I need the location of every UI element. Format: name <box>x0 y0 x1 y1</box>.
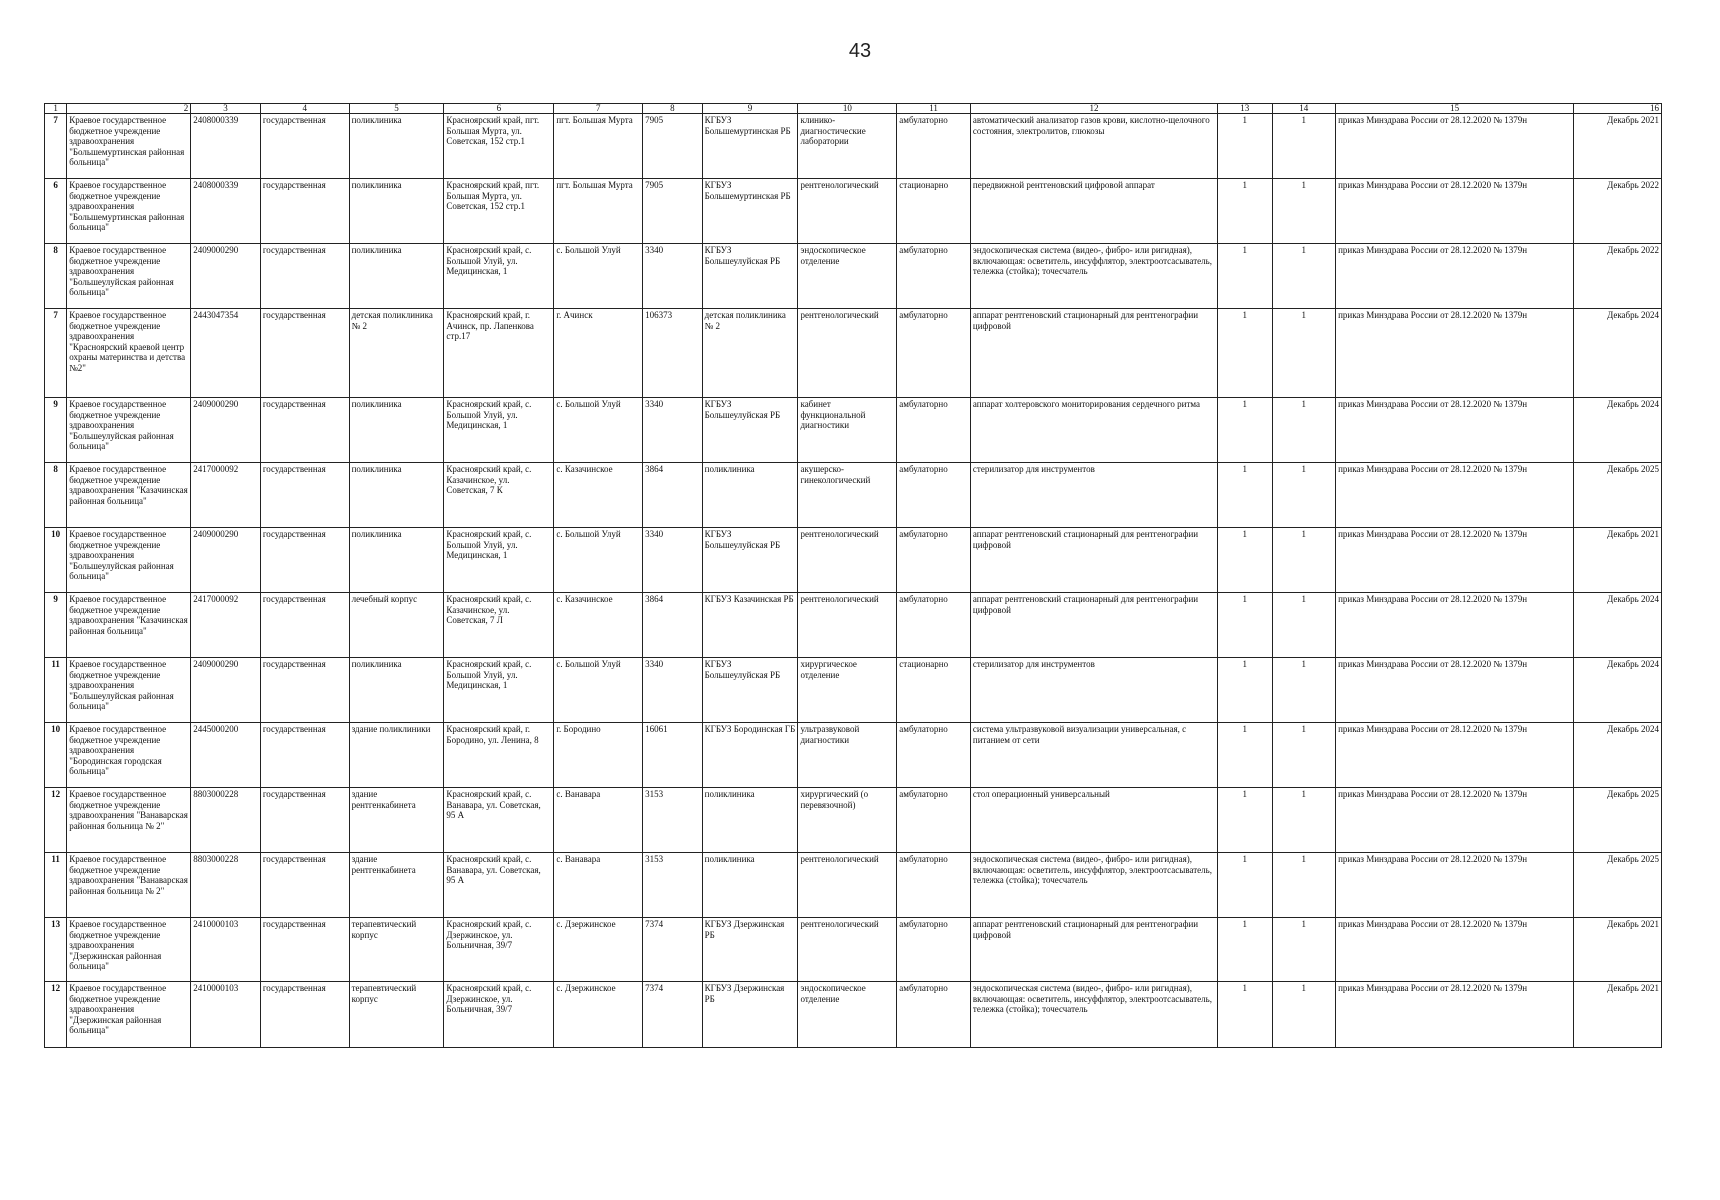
table-cell-col-12: аппарат рентгеновский стационарный для рентгенографии цифровой <box>970 918 1217 982</box>
table-cell-col-7: г. Бородино <box>554 723 643 788</box>
table-cell-col-5: терапевтический корпус <box>349 982 444 1048</box>
table-cell-col-9: КГБУЗ Дзержинская РБ <box>702 918 798 982</box>
table-cell-col-14: 1 <box>1272 658 1336 723</box>
table-cell-col-13: 1 <box>1218 982 1272 1048</box>
table-cell-col-6: Красноярский край, с. Дзержинское, ул. Больничная, 39/7 <box>444 918 554 982</box>
column-number: 16 <box>1574 104 1662 114</box>
table-cell-col-5: поликлиника <box>349 398 444 463</box>
table-cell-col-8: 3153 <box>643 788 703 853</box>
column-number: 8 <box>643 104 703 114</box>
table-row <box>45 918 1662 982</box>
equipment-table <box>44 103 1662 1048</box>
table-cell-col-8: 3340 <box>643 398 703 463</box>
table-cell-col-5: поликлиника <box>349 528 444 593</box>
table-cell-col-5: поликлиника <box>349 179 444 244</box>
table-cell-col-7: с. Дзержинское <box>554 982 643 1048</box>
table-row <box>45 398 1662 463</box>
column-number: 2 <box>67 104 191 114</box>
table-cell-col-1: 6 <box>45 179 67 244</box>
table-cell-col-10: хирургический (о перевязочной) <box>798 788 897 853</box>
table-cell-col-9: КГБУЗ Бородинская ГБ <box>702 723 798 788</box>
table-cell-col-15: приказ Минздрава России от 28.12.2020 № 1379н <box>1336 723 1574 788</box>
table-cell-col-16: Декабрь 2022 <box>1574 179 1662 244</box>
table-cell-col-10: ультразвуковой диагностики <box>798 723 897 788</box>
table-cell-col-6: Красноярский край, с. Большой Улуй, ул. Медицинская, 1 <box>444 244 554 309</box>
table-cell-col-7: с. Большой Улуй <box>554 658 643 723</box>
table-cell-col-16: Декабрь 2021 <box>1574 528 1662 593</box>
table-cell-col-13: 1 <box>1218 463 1272 528</box>
table-cell-col-16: Декабрь 2024 <box>1574 658 1662 723</box>
table-cell-col-13: 1 <box>1218 244 1272 309</box>
table-cell-col-11: стационарно <box>897 179 971 244</box>
table-cell-col-2: Краевое государственное бюджетное учреждение здравоохранения "Бородинская городская больница" <box>67 723 191 788</box>
table-cell-col-16: Декабрь 2025 <box>1574 788 1662 853</box>
table-cell-col-16: Декабрь 2021 <box>1574 918 1662 982</box>
table-cell-col-3: 2417000092 <box>191 593 261 658</box>
table-cell-col-8: 16061 <box>643 723 703 788</box>
table-cell-col-8: 3864 <box>643 593 703 658</box>
table-cell-col-4: государственная <box>260 658 349 723</box>
table-cell-col-2: Краевое государственное бюджетное учреждение здравоохранения "Ванаварская районная больница № 2" <box>67 853 191 918</box>
table-cell-col-15: приказ Минздрава России от 28.12.2020 № 1379н <box>1336 658 1574 723</box>
column-number: 15 <box>1336 104 1574 114</box>
table-cell-col-2: Краевое государственное бюджетное учреждение здравоохранения "Дзержинская районная больница" <box>67 982 191 1048</box>
table-cell-col-8: 3864 <box>643 463 703 528</box>
table-cell-col-12: аппарат рентгеновский стационарный для рентгенографии цифровой <box>970 309 1217 398</box>
table-cell-col-7: г. Ачинск <box>554 309 643 398</box>
table-cell-col-14: 1 <box>1272 179 1336 244</box>
table-cell-col-5: поликлиника <box>349 114 444 179</box>
table-cell-col-12: аппарат рентгеновский стационарный для рентгенографии цифровой <box>970 593 1217 658</box>
table-cell-col-13: 1 <box>1218 918 1272 982</box>
column-number: 7 <box>554 104 643 114</box>
table-cell-col-6: Красноярский край, пгт. Большая Мурта, ул. Советская, 152 стр.1 <box>444 179 554 244</box>
table-cell-col-10: хирургическое отделение <box>798 658 897 723</box>
table-cell-col-14: 1 <box>1272 463 1336 528</box>
table-cell-col-13: 1 <box>1218 398 1272 463</box>
table-cell-col-11: амбулаторно <box>897 463 971 528</box>
table-cell-col-14: 1 <box>1272 853 1336 918</box>
table-cell-col-4: государственная <box>260 244 349 309</box>
table-cell-col-10: рентгенологический <box>798 179 897 244</box>
table-cell-col-2: Краевое государственное бюджетное учреждение здравоохранения "Большеулуйская районная больница" <box>67 398 191 463</box>
column-number: 14 <box>1272 104 1336 114</box>
table-cell-col-11: амбулаторно <box>897 918 971 982</box>
table-cell-col-3: 2409000290 <box>191 528 261 593</box>
table-cell-col-14: 1 <box>1272 918 1336 982</box>
table-cell-col-1: 11 <box>45 853 67 918</box>
table-cell-col-5: здание поликлиники <box>349 723 444 788</box>
table-cell-col-14: 1 <box>1272 788 1336 853</box>
table-row <box>45 658 1662 723</box>
table-cell-col-4: государственная <box>260 918 349 982</box>
table-cell-col-12: аппарат холтеровского мониторирования сердечного ритма <box>970 398 1217 463</box>
table-row <box>45 309 1662 398</box>
table-cell-col-1: 12 <box>45 982 67 1048</box>
table-cell-col-11: амбулаторно <box>897 528 971 593</box>
table-cell-col-7: с. Казачинское <box>554 463 643 528</box>
table-cell-col-7: пгт. Большая Мурта <box>554 179 643 244</box>
table-cell-col-7: с. Казачинское <box>554 593 643 658</box>
table-cell-col-6: Красноярский край, пгт. Большая Мурта, ул. Советская, 152 стр.1 <box>444 114 554 179</box>
table-cell-col-8: 3340 <box>643 528 703 593</box>
table-cell-col-1: 10 <box>45 528 67 593</box>
table-cell-col-9: КГБУЗ Большеулуйская РБ <box>702 658 798 723</box>
table-cell-col-6: Красноярский край, с. Большой Улуй, ул. Медицинская, 1 <box>444 658 554 723</box>
table-cell-col-6: Красноярский край, г. Бородино, ул. Ленина, 8 <box>444 723 554 788</box>
table-cell-col-8: 7905 <box>643 114 703 179</box>
table-cell-col-1: 7 <box>45 114 67 179</box>
table-cell-col-11: амбулаторно <box>897 853 971 918</box>
table-cell-col-7: с. Ванавара <box>554 853 643 918</box>
column-number: 4 <box>260 104 349 114</box>
table-cell-col-1: 13 <box>45 918 67 982</box>
table-cell-col-9: КГБУЗ Большемуртинская РБ <box>702 114 798 179</box>
table-cell-col-8: 7374 <box>643 918 703 982</box>
table-cell-col-13: 1 <box>1218 788 1272 853</box>
table-cell-col-12: передвижной рентгеновский цифровой аппарат <box>970 179 1217 244</box>
table-cell-col-11: амбулаторно <box>897 114 971 179</box>
table-cell-col-1: 9 <box>45 398 67 463</box>
table-cell-col-15: приказ Минздрава России от 28.12.2020 № 1379н <box>1336 593 1574 658</box>
table-cell-col-3: 2409000290 <box>191 658 261 723</box>
table-cell-col-1: 8 <box>45 244 67 309</box>
table-row <box>45 788 1662 853</box>
table-row <box>45 982 1662 1048</box>
table-cell-col-3: 2410000103 <box>191 918 261 982</box>
table-cell-col-16: Декабрь 2024 <box>1574 723 1662 788</box>
table-cell-col-11: амбулаторно <box>897 788 971 853</box>
table-cell-col-11: стационарно <box>897 658 971 723</box>
table-cell-col-14: 1 <box>1272 593 1336 658</box>
table-cell-col-16: Декабрь 2022 <box>1574 244 1662 309</box>
table-cell-col-7: пгт. Большая Мурта <box>554 114 643 179</box>
table-cell-col-1: 12 <box>45 788 67 853</box>
table-cell-col-7: с. Большой Улуй <box>554 398 643 463</box>
table-cell-col-4: государственная <box>260 853 349 918</box>
table-cell-col-11: амбулаторно <box>897 309 971 398</box>
column-number: 5 <box>349 104 444 114</box>
table-cell-col-6: Красноярский край, с. Большой Улуй, ул. Медицинская, 1 <box>444 398 554 463</box>
table-cell-col-5: поликлиника <box>349 658 444 723</box>
table-cell-col-7: с. Большой Улуй <box>554 528 643 593</box>
table-row <box>45 593 1662 658</box>
table-cell-col-3: 2408000339 <box>191 114 261 179</box>
table-cell-col-13: 1 <box>1218 528 1272 593</box>
table-cell-col-9: КГБУЗ Дзержинская РБ <box>702 982 798 1048</box>
table-cell-col-8: 3153 <box>643 853 703 918</box>
table-cell-col-7: с. Ванавара <box>554 788 643 853</box>
table-cell-col-9: КГБУЗ Большеулуйская РБ <box>702 398 798 463</box>
table-cell-col-12: эндоскопическая система (видео-, фибро- или ригидная), включающая: осветитель, инсуффлятор, электроотсасыватель, тележка (стойка); точесчатель <box>970 244 1217 309</box>
table-cell-col-3: 8803000228 <box>191 853 261 918</box>
table-cell-col-13: 1 <box>1218 658 1272 723</box>
table-cell-col-10: эндоскопическое отделение <box>798 982 897 1048</box>
table-cell-col-12: эндоскопическая система (видео-, фибро- или ригидная), включающая: осветитель, инсуффлятор, электроотсасыватель, тележка (стойка); точесчатель <box>970 982 1217 1048</box>
table-cell-col-16: Декабрь 2024 <box>1574 593 1662 658</box>
table-cell-col-14: 1 <box>1272 244 1336 309</box>
table-cell-col-16: Декабрь 2025 <box>1574 463 1662 528</box>
table-cell-col-2: Краевое государственное бюджетное учреждение здравоохранения "Большемуртинская районная больница" <box>67 114 191 179</box>
table-cell-col-9: детская поликлиника № 2 <box>702 309 798 398</box>
table-cell-col-2: Краевое государственное бюджетное учреждение здравоохранения "Дзержинская районная больница" <box>67 918 191 982</box>
column-number: 11 <box>897 104 971 114</box>
table-cell-col-8: 7374 <box>643 982 703 1048</box>
table-cell-col-13: 1 <box>1218 853 1272 918</box>
table-cell-col-4: государственная <box>260 463 349 528</box>
table-cell-col-2: Краевое государственное бюджетное учреждение здравоохранения "Большемуртинская районная больница" <box>67 179 191 244</box>
table-cell-col-6: Красноярский край, с. Казачинское, ул. Советская, 7 Л <box>444 593 554 658</box>
table-cell-col-6: Красноярский край, с. Большой Улуй, ул. Медицинская, 1 <box>444 528 554 593</box>
table-cell-col-9: поликлиника <box>702 853 798 918</box>
table-cell-col-13: 1 <box>1218 309 1272 398</box>
table-cell-col-2: Краевое государственное бюджетное учреждение здравоохранения "Красноярский краевой центр охраны материнства и детства №2" <box>67 309 191 398</box>
table-cell-col-15: приказ Минздрава России от 28.12.2020 № 1379н <box>1336 463 1574 528</box>
table-cell-col-13: 1 <box>1218 723 1272 788</box>
table-cell-col-15: приказ Минздрава России от 28.12.2020 № 1379н <box>1336 309 1574 398</box>
table-cell-col-3: 8803000228 <box>191 788 261 853</box>
table-cell-col-5: поликлиника <box>349 463 444 528</box>
table-cell-col-14: 1 <box>1272 528 1336 593</box>
column-number: 1 <box>45 104 67 114</box>
table-cell-col-14: 1 <box>1272 398 1336 463</box>
table-cell-col-3: 2408000339 <box>191 179 261 244</box>
table-cell-col-14: 1 <box>1272 982 1336 1048</box>
table-cell-col-15: приказ Минздрава России от 28.12.2020 № 1379н <box>1336 398 1574 463</box>
table-cell-col-8: 7905 <box>643 179 703 244</box>
table-row <box>45 244 1662 309</box>
table-cell-col-10: рентгенологический <box>798 593 897 658</box>
table-cell-col-16: Декабрь 2025 <box>1574 853 1662 918</box>
table-row <box>45 463 1662 528</box>
table-body <box>45 114 1662 1048</box>
table-cell-col-9: КГБУЗ Большеулуйская РБ <box>702 244 798 309</box>
table-cell-col-16: Декабрь 2024 <box>1574 398 1662 463</box>
table-cell-col-9: КГБУЗ Большемуртинская РБ <box>702 179 798 244</box>
table-cell-col-6: Красноярский край, с. Дзержинское, ул. Больничная, 39/7 <box>444 982 554 1048</box>
table-cell-col-15: приказ Минздрава России от 28.12.2020 № 1379н <box>1336 918 1574 982</box>
table-cell-col-8: 3340 <box>643 658 703 723</box>
table-cell-col-1: 10 <box>45 723 67 788</box>
table-cell-col-4: государственная <box>260 398 349 463</box>
table-cell-col-11: амбулаторно <box>897 398 971 463</box>
table-cell-col-13: 1 <box>1218 114 1272 179</box>
table-cell-col-9: КГБУЗ Большеулуйская РБ <box>702 528 798 593</box>
table-cell-col-15: приказ Минздрава России от 28.12.2020 № 1379н <box>1336 244 1574 309</box>
table-cell-col-8: 106373 <box>643 309 703 398</box>
table-cell-col-8: 3340 <box>643 244 703 309</box>
table-cell-col-2: Краевое государственное бюджетное учреждение здравоохранения "Казачинская районная больница" <box>67 593 191 658</box>
table-cell-col-15: приказ Минздрава России от 28.12.2020 № 1379н <box>1336 982 1574 1048</box>
table-cell-col-11: амбулаторно <box>897 982 971 1048</box>
table-cell-col-11: амбулаторно <box>897 723 971 788</box>
table-cell-col-6: Красноярский край, с. Ванавара, ул. Советская, 95 А <box>444 788 554 853</box>
table-cell-col-16: Декабрь 2021 <box>1574 114 1662 179</box>
table-cell-col-15: приказ Минздрава России от 28.12.2020 № 1379н <box>1336 179 1574 244</box>
table-cell-col-5: здание рентгенкабинета <box>349 788 444 853</box>
column-number-row <box>45 104 1662 114</box>
column-number: 9 <box>702 104 798 114</box>
table-row <box>45 723 1662 788</box>
table-cell-col-12: стол операционный универсальный <box>970 788 1217 853</box>
table-cell-col-1: 7 <box>45 309 67 398</box>
table-cell-col-12: аппарат рентгеновский стационарный для рентгенографии цифровой <box>970 528 1217 593</box>
table-cell-col-3: 2443047354 <box>191 309 261 398</box>
table-cell-col-14: 1 <box>1272 114 1336 179</box>
table-cell-col-10: акушерско-гинекологический <box>798 463 897 528</box>
table-cell-col-4: государственная <box>260 114 349 179</box>
table-cell-col-2: Краевое государственное бюджетное учреждение здравоохранения "Большеулуйская районная больница" <box>67 244 191 309</box>
table-cell-col-10: клинико-диагностические лаборатории <box>798 114 897 179</box>
table-cell-col-7: с. Большой Улуй <box>554 244 643 309</box>
column-number: 6 <box>444 104 554 114</box>
table-cell-col-4: государственная <box>260 788 349 853</box>
table-cell-col-12: эндоскопическая система (видео-, фибро- или ригидная), включающая: осветитель, инсуффлятор, электроотсасыватель, тележка (стойка); точесчатель <box>970 853 1217 918</box>
table-cell-col-12: автоматический анализатор газов крови, кислотно-щелочного состояния, электролитов, глюкозы <box>970 114 1217 179</box>
table-cell-col-13: 1 <box>1218 593 1272 658</box>
table-cell-col-4: государственная <box>260 982 349 1048</box>
table-cell-col-4: государственная <box>260 528 349 593</box>
table-cell-col-12: стерилизатор для инструментов <box>970 463 1217 528</box>
table-cell-col-2: Краевое государственное бюджетное учреждение здравоохранения "Ванаварская районная больница № 2" <box>67 788 191 853</box>
table-cell-col-11: амбулаторно <box>897 244 971 309</box>
table-cell-col-3: 2445000200 <box>191 723 261 788</box>
table-cell-col-9: КГБУЗ Казачинская РБ <box>702 593 798 658</box>
table-row <box>45 179 1662 244</box>
table-cell-col-3: 2410000103 <box>191 982 261 1048</box>
table-row <box>45 528 1662 593</box>
table-cell-col-1: 11 <box>45 658 67 723</box>
table-cell-col-10: рентгенологический <box>798 918 897 982</box>
table-row <box>45 114 1662 179</box>
table-cell-col-13: 1 <box>1218 179 1272 244</box>
table-cell-col-6: Красноярский край, г. Ачинск, пр. Лапенкова стр.17 <box>444 309 554 398</box>
table-cell-col-4: государственная <box>260 593 349 658</box>
table-cell-col-10: кабинет функциональной диагностики <box>798 398 897 463</box>
table-cell-col-5: здание рентгенкабинета <box>349 853 444 918</box>
table-cell-col-4: государственная <box>260 179 349 244</box>
table-cell-col-15: приказ Минздрава России от 28.12.2020 № 1379н <box>1336 528 1574 593</box>
column-number: 13 <box>1218 104 1272 114</box>
table-cell-col-10: рентгенологический <box>798 528 897 593</box>
table-cell-col-3: 2417000092 <box>191 463 261 528</box>
column-number: 3 <box>191 104 261 114</box>
table-cell-col-3: 2409000290 <box>191 244 261 309</box>
table-cell-col-10: эндоскопическое отделение <box>798 244 897 309</box>
table-cell-col-2: Краевое государственное бюджетное учреждение здравоохранения "Казачинская районная больница" <box>67 463 191 528</box>
table-cell-col-4: государственная <box>260 309 349 398</box>
table-cell-col-2: Краевое государственное бюджетное учреждение здравоохранения "Большеулуйская районная больница" <box>67 658 191 723</box>
table-cell-col-1: 9 <box>45 593 67 658</box>
table-cell-col-12: система ультразвуковой визуализации универсальная, с питанием от сети <box>970 723 1217 788</box>
table-cell-col-16: Декабрь 2024 <box>1574 309 1662 398</box>
table-row <box>45 853 1662 918</box>
table-cell-col-10: рентгенологический <box>798 853 897 918</box>
table-cell-col-5: детская поликлиника № 2 <box>349 309 444 398</box>
table-cell-col-12: стерилизатор для инструментов <box>970 658 1217 723</box>
table-cell-col-9: поликлиника <box>702 788 798 853</box>
table-cell-col-5: терапевтический корпус <box>349 918 444 982</box>
table-cell-col-4: государственная <box>260 723 349 788</box>
table-cell-col-11: амбулаторно <box>897 593 971 658</box>
table-cell-col-7: с. Дзержинское <box>554 918 643 982</box>
column-number: 12 <box>970 104 1217 114</box>
table-cell-col-14: 1 <box>1272 309 1336 398</box>
table-cell-col-3: 2409000290 <box>191 398 261 463</box>
table-cell-col-5: лечебный корпус <box>349 593 444 658</box>
table-cell-col-16: Декабрь 2021 <box>1574 982 1662 1048</box>
table-cell-col-6: Красноярский край, с. Ванавара, ул. Советская, 95 А <box>444 853 554 918</box>
table-cell-col-10: рентгенологический <box>798 309 897 398</box>
table-cell-col-6: Красноярский край, с. Казачинское, ул. Советская, 7 К <box>444 463 554 528</box>
table-cell-col-14: 1 <box>1272 723 1336 788</box>
column-number: 10 <box>798 104 897 114</box>
table-cell-col-15: приказ Минздрава России от 28.12.2020 № 1379н <box>1336 114 1574 179</box>
table-cell-col-9: поликлиника <box>702 463 798 528</box>
table-cell-col-2: Краевое государственное бюджетное учреждение здравоохранения "Большеулуйская районная больница" <box>67 528 191 593</box>
table-cell-col-1: 8 <box>45 463 67 528</box>
table-cell-col-5: поликлиника <box>349 244 444 309</box>
page-number: 43 <box>848 40 872 62</box>
table-cell-col-15: приказ Минздрава России от 28.12.2020 № 1379н <box>1336 788 1574 853</box>
table-cell-col-15: приказ Минздрава России от 28.12.2020 № 1379н <box>1336 853 1574 918</box>
